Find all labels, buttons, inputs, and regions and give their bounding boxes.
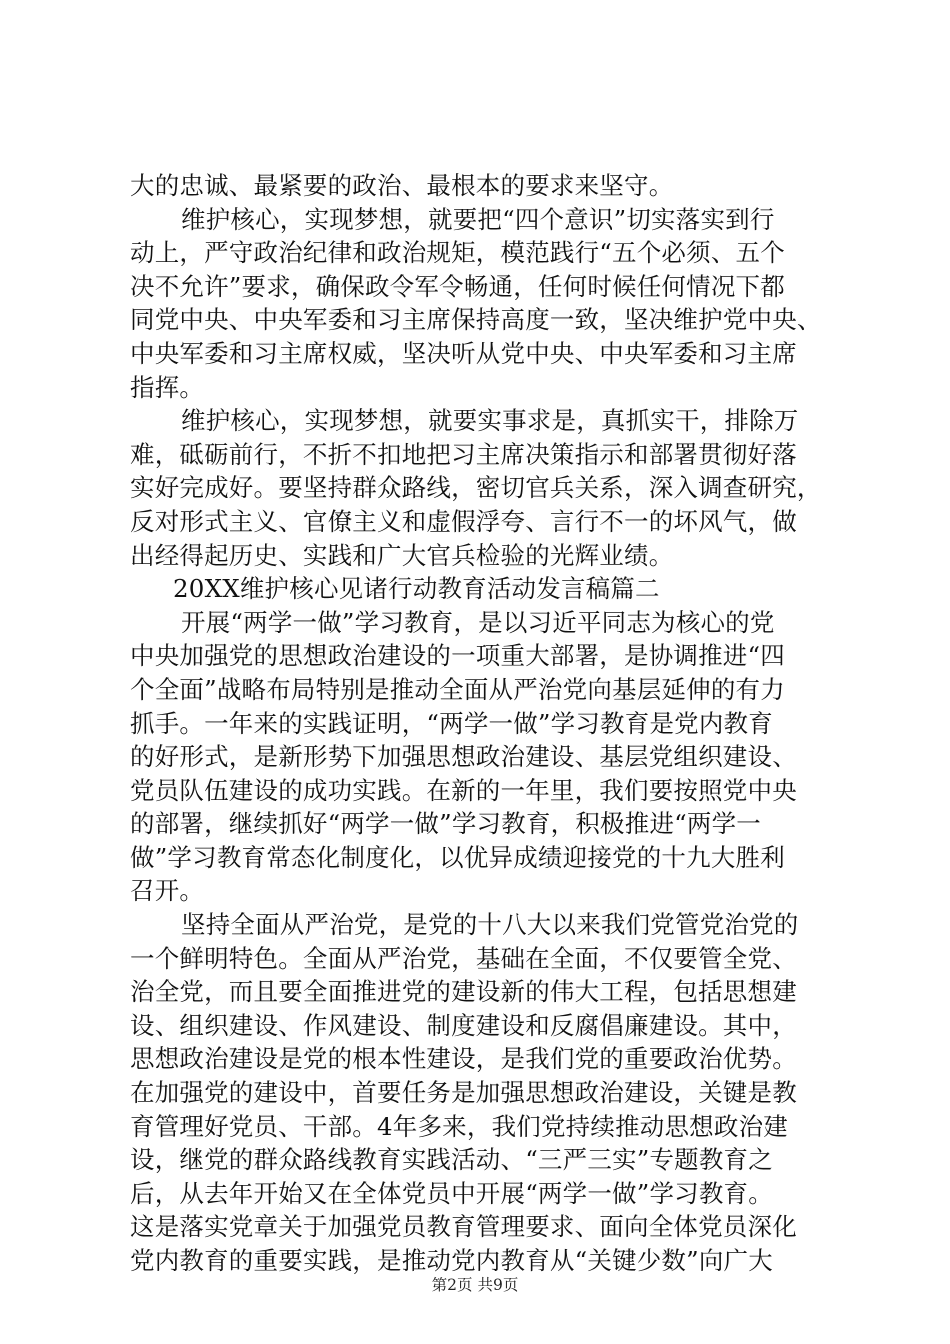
text-line: 中央加强党的思想政治建设的一项重大部署，是协调推进“四 bbox=[130, 641, 785, 671]
text-line: 维护核心，实现梦想，就要把“四个意识”切实落实到行 bbox=[181, 204, 775, 234]
text-line: 抓手。一年来的实践证明，“两学一做”学习教育是党内教育 bbox=[130, 708, 773, 738]
text-line: 召开。 bbox=[130, 876, 205, 906]
text-line: 做”学习教育常态化制度化，以优异成绩迎接党的十九大胜利 bbox=[130, 842, 785, 872]
text-line: 难，砥砺前行，不折不扣地把习主席决策指示和部署贯彻好落 bbox=[130, 439, 797, 469]
text-line: 维护核心，实现梦想，就要实事求是，真抓实干，排除万 bbox=[181, 406, 799, 436]
text-line: 坚持全面从严治党，是党的十八大以来我们党管党治党的 bbox=[181, 910, 799, 940]
text-line: 这是落实党章关于加强党员教育管理要求、面向全体党员深化 bbox=[130, 1212, 797, 1242]
text-line: 设、组织建设、作风建设、制度建设和反腐倡廉建设。其中， bbox=[130, 1010, 797, 1040]
text-line: 大的忠诚、最紧要的政治、最根本的要求来坚守。 bbox=[130, 171, 674, 200]
text-line: 同党中央、中央军委和习主席保持高度一致，坚决维护党中央、 bbox=[130, 305, 822, 335]
text-line: 后，从去年开始又在全体党员中开展“两学一做”学习教育。 bbox=[130, 1178, 773, 1208]
text-line: 反对形式主义、官僚主义和虚假浮夸、言行不一的坏风气，做 bbox=[130, 506, 797, 536]
text-line: 党内教育的重要实践，是推动党内教育从“关键少数”向广大 bbox=[130, 1246, 773, 1275]
text-line: 出经得起历史、实践和广大官兵检验的光辉业绩。 bbox=[130, 540, 674, 570]
section-heading: 20XX维护核心见诸行动教育活动发言稿篇二 bbox=[173, 574, 660, 604]
text-line: 的好形式，是新形势下加强思想政治建设、基层党组织建设、 bbox=[130, 742, 797, 772]
text-line: 个全面”战略布局特别是推动全面从严治党向基层延伸的有力 bbox=[130, 674, 785, 704]
text-line: 决不允许”要求，确保政令军令畅通，任何时候任何情况下都 bbox=[130, 271, 785, 301]
text-line: 设，继党的群众路线教育实践活动、“三严三实”专题教育之 bbox=[130, 1145, 773, 1175]
text-line: 在加强党的建设中，首要任务是加强思想政治建设，关键是教 bbox=[130, 1078, 797, 1108]
text-line: 的部署，继续抓好“两学一做”学习教育，积极推进“两学一 bbox=[130, 809, 761, 839]
text-line: 党员队伍建设的成功实践。在新的一年里，我们要按照党中央 bbox=[130, 775, 797, 805]
text-line: 治全党，而且要全面推进党的建设新的伟大工程，包括思想建 bbox=[130, 977, 797, 1007]
text-line: 思想政治建设是党的根本性建设，是我们党的重要政治优势。 bbox=[130, 1044, 797, 1074]
text-line: 动上，严守政治纪律和政治规矩，模范践行“五个必须、五个 bbox=[130, 238, 785, 268]
text-line: 一个鲜明特色。全面从严治党，基础在全面，不仅要管全党、 bbox=[130, 943, 797, 973]
text-line: 指挥。 bbox=[130, 372, 205, 402]
page-footer: 第2页 共9页 bbox=[431, 1276, 519, 1294]
text-line: 中央军委和习主席权威，坚决听从党中央、中央军委和习主席 bbox=[130, 338, 797, 368]
text-line: 育管理好党员、干部。4年多来，我们党持续推动思想政治建 bbox=[130, 1111, 788, 1141]
text-line: 开展“两学一做”学习教育，是以习近平同志为核心的党 bbox=[181, 607, 775, 637]
text-line: 实好完成好。要坚持群众路线，密切官兵关系，深入调查研究， bbox=[130, 473, 822, 503]
document-body bbox=[130, 169, 835, 1278]
